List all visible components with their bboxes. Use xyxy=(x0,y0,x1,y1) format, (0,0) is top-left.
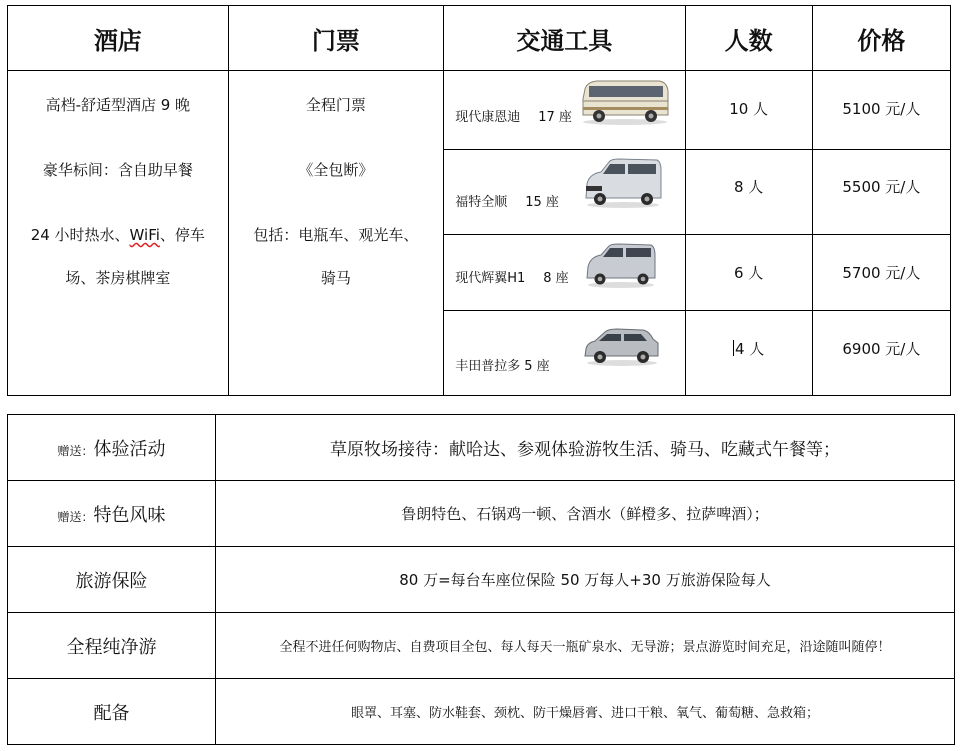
header-transport: 交通工具 xyxy=(444,6,685,71)
extras-desc: 80 万=每台车座位保险 50 万每人+30 万旅游保险每人 xyxy=(216,547,955,613)
count-cell: 10 人 xyxy=(685,71,812,150)
header-row xyxy=(8,6,951,71)
extras-desc: 眼罩、耳塞、防水鞋套、颈枕、防干燥唇膏、进口干粮、氧气、葡萄糖、急救箱； xyxy=(216,679,955,745)
ticket-line: 《全包断》 xyxy=(298,161,374,179)
vehicle-label: 现代康恩迪 17 座 xyxy=(455,110,572,125)
price-table xyxy=(7,5,951,396)
ticket-cell xyxy=(228,71,444,396)
ticket-line: 骑马 xyxy=(320,269,351,287)
extras-label: 全程纯净游 xyxy=(8,613,216,679)
vehicle-label: 丰田普拉多 5 座 xyxy=(455,359,550,374)
van-icon xyxy=(583,156,663,210)
mpv-icon xyxy=(585,241,657,289)
count-cell[interactable]: 4 人 xyxy=(685,311,812,396)
extras-label: 旅游保险 xyxy=(8,547,216,613)
header-count: 人数 xyxy=(685,6,812,71)
table-row xyxy=(8,547,955,613)
hotel-cell xyxy=(8,71,229,396)
price-cell: 5500 元/人 xyxy=(812,150,950,235)
vehicle-label: 现代辉翼H1 8 座 xyxy=(455,271,569,286)
header-hotel: 酒店 xyxy=(8,6,229,71)
transport-cell xyxy=(444,71,685,150)
ticket-line: 包括：电瓶车、观光车、 xyxy=(253,226,419,244)
table-row xyxy=(8,71,951,150)
extras-table xyxy=(7,414,955,745)
extras-desc: 草原牧场接待：献哈达、参观体验游牧生活、骑马、吃藏式午餐等； xyxy=(216,415,955,481)
transport-cell xyxy=(444,150,685,235)
ticket-line: 全程门票 xyxy=(305,96,366,114)
header-ticket: 门票 xyxy=(228,6,444,71)
minibus-icon xyxy=(579,77,671,127)
table-row xyxy=(8,415,955,481)
text-cursor xyxy=(733,340,734,356)
hotel-line: 场、茶房棋牌室 xyxy=(65,269,171,287)
price-cell: 5700 元/人 xyxy=(812,235,950,311)
extras-desc: 鲁朗特色、石锅鸡一顿、含酒水（鲜橙多、拉萨啤酒）； xyxy=(216,481,955,547)
extras-label: 赠送：特色风味 xyxy=(8,481,216,547)
table-row xyxy=(8,679,955,745)
price-cell: 5100 元/人 xyxy=(812,71,950,150)
transport-cell xyxy=(444,235,685,311)
hotel-line: 24 小时热水、WiFi、停车 xyxy=(30,226,205,244)
header-price: 价格 xyxy=(812,6,950,71)
suv-icon xyxy=(583,325,661,367)
transport-cell xyxy=(444,311,685,396)
count-cell: 6 人 xyxy=(685,235,812,311)
table-row xyxy=(8,613,955,679)
hotel-line: 高档-舒适型酒店 9 晚 xyxy=(45,96,191,114)
vehicle-label: 福特全顺 15 座 xyxy=(455,195,559,210)
wifi-text: WiFi xyxy=(129,226,160,244)
table-row xyxy=(8,481,955,547)
extras-desc: 全程不进任何购物店、自费项目全包、每人每天一瓶矿泉水、无导游；景点游览时间充足，沿途随叫随停！ xyxy=(216,613,955,679)
extras-label: 配备 xyxy=(8,679,216,745)
price-cell: 6900 元/人 xyxy=(812,311,950,396)
hotel-line: 豪华标间：含自助早餐 xyxy=(42,161,193,179)
extras-label: 赠送：体验活动 xyxy=(8,415,216,481)
count-cell: 8 人 xyxy=(685,150,812,235)
